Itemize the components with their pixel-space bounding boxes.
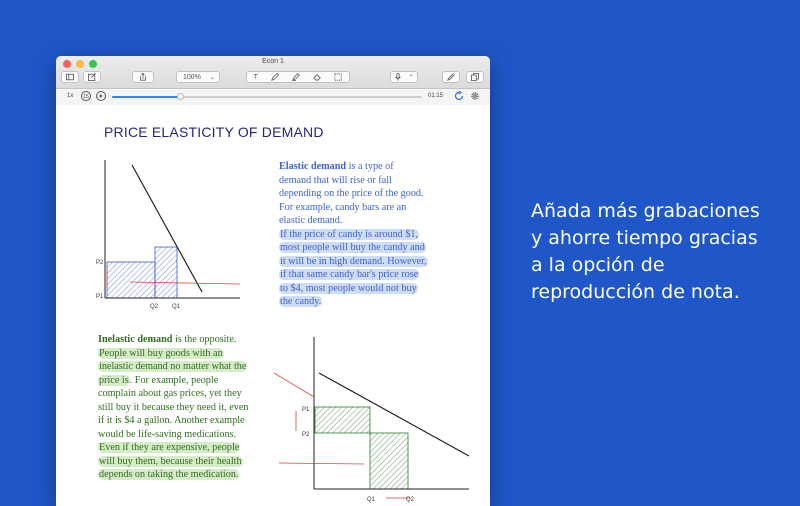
inelastic-line: if it is $4 a gallon. Another example [98, 415, 245, 426]
highlighter-icon[interactable] [292, 73, 300, 81]
title-bar [56, 56, 490, 89]
record-button[interactable] [390, 71, 418, 83]
elastic-area-upper [107, 262, 155, 298]
edit-button[interactable] [83, 71, 101, 83]
text-tool-button[interactable]: T [253, 73, 258, 81]
q1-label: Q1 [172, 304, 181, 310]
zoom-select[interactable] [176, 71, 220, 83]
promo-line: reproducción de nota. [531, 281, 740, 303]
q1-label: Q1 [367, 497, 376, 503]
pencil-icon [447, 73, 455, 81]
note-page[interactable] [56, 105, 490, 506]
eraser-icon[interactable] [313, 73, 321, 81]
highlighted-line: the candy. [280, 296, 322, 307]
sidebar-toggle-button[interactable] [61, 71, 79, 83]
annotation-tools [246, 71, 350, 83]
progress-fill [112, 96, 180, 98]
elastic-line-1-rest: is a type of [346, 161, 394, 172]
highlighted-line: to $4, most people would not buy [280, 282, 417, 294]
playback-speed[interactable]: 1x [67, 93, 74, 99]
inelastic-line: still buy it because they need it, even [98, 401, 249, 413]
highlighted-line: inelastic demand no matter what the [99, 361, 247, 372]
p2-label: P2 [302, 432, 310, 438]
inelastic-line: complain about gas prices, yet they [98, 388, 242, 399]
inelastic-line: would be life-saving medications. [98, 428, 237, 440]
elastic-demand-graph [90, 160, 250, 320]
chevron-up-icon[interactable]: ⌃ [408, 74, 414, 81]
q2-label: Q2 [406, 497, 415, 503]
demand-arrow [274, 373, 314, 397]
highlighted-line: will buy them, because their health [99, 455, 242, 467]
elastic-term: Elastic demand [279, 161, 347, 172]
window-title: Econ 1 [262, 58, 284, 65]
playback-progress[interactable] [112, 96, 422, 98]
elastic-line: elastic demand. [279, 215, 343, 226]
sync-icon [454, 91, 464, 101]
highlighted-line: if that same candy bar's price rose [280, 269, 419, 280]
p1-label: P1 [96, 294, 104, 300]
note-window [56, 56, 490, 506]
progress-handle[interactable] [177, 93, 184, 100]
highlighted-line: Even if they are expensive, people [99, 442, 240, 453]
sidebar-icon [66, 73, 74, 81]
highlighted-line: it will be in high demand. However, [280, 255, 427, 267]
duplicate-button[interactable] [466, 71, 484, 83]
inelastic-area-lower [370, 433, 408, 489]
pen-icon[interactable] [271, 73, 279, 81]
sync-button[interactable] [454, 91, 464, 103]
inelastic-area-upper [315, 407, 370, 433]
inelastic-line-rest: . For example, people [129, 374, 219, 386]
promo-line: Añada más grabaciones [531, 200, 760, 222]
share-icon [139, 73, 147, 81]
skip-back-button[interactable]: 15 [81, 91, 91, 101]
highlighted-line: People will buy goods with an [99, 347, 223, 359]
inelastic-demand-graph [274, 333, 490, 506]
playback-time: 01:15 [428, 93, 444, 99]
inelastic-term: Inelastic demand [98, 334, 173, 345]
highlighted-line: most people will buy the candy and [280, 242, 425, 253]
highlighted-line: price is [99, 374, 129, 386]
q2-label: Q2 [150, 304, 159, 310]
microphone-icon [394, 73, 402, 81]
play-icon [97, 92, 105, 100]
elastic-line: demand that will rise or fall [279, 174, 392, 186]
promo-text [531, 198, 760, 306]
elastic-area-lower [155, 247, 177, 298]
chevron-down-icon: ⌄ [209, 74, 215, 81]
zoom-value: 100% [183, 73, 201, 81]
highlighted-line: depends on taking the medication. [99, 469, 239, 480]
elastic-line: For example, candy bars are an [279, 201, 407, 213]
promo-line: a la opción de [531, 254, 665, 276]
promo-line: y ahorre tiempo gracias [531, 227, 758, 249]
inelastic-note[interactable] [98, 333, 249, 482]
duplicate-icon [471, 73, 479, 81]
highlighted-line: If the price of candy is around $1, [280, 228, 419, 240]
select-icon[interactable] [334, 73, 342, 81]
elastic-line: depending on the price of the good. [279, 188, 424, 199]
pencil-button[interactable] [442, 71, 460, 83]
settings-button[interactable] [470, 91, 480, 103]
page-heading: PRICE ELASTICITY OF DEMAND [104, 124, 324, 140]
share-button[interactable] [132, 71, 154, 83]
gear-icon [470, 91, 480, 101]
play-button[interactable] [96, 91, 106, 101]
edit-icon [88, 73, 96, 81]
p1-label: P1 [302, 407, 310, 413]
playback-bar [56, 89, 490, 106]
inelastic-line-1-rest: is the opposite. [172, 334, 237, 345]
p2-label: P2 [96, 260, 104, 266]
elastic-note[interactable] [279, 160, 428, 309]
